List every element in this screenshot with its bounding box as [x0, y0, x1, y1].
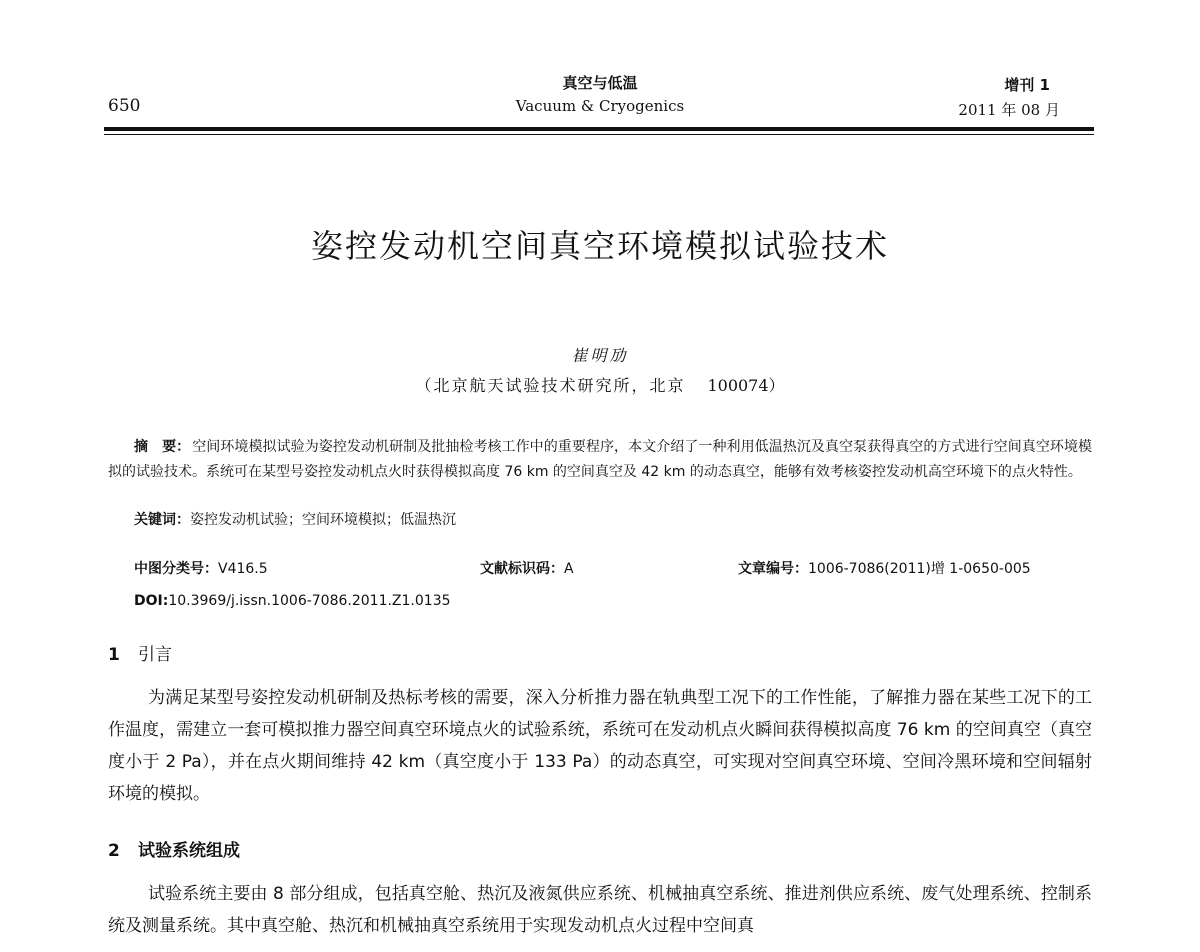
- article-title: 姿控发动机空间真空环境模拟试验技术: [310, 227, 889, 265]
- keywords-label: 关键词：: [134, 512, 190, 528]
- journal-title-en: Vacuum & Cryogenics: [515, 97, 685, 115]
- page-number: 650: [108, 96, 141, 116]
- affiliation: [0, 373, 1200, 396]
- clc-label: 中图分类号：: [134, 561, 218, 577]
- abstract: [108, 435, 1092, 485]
- section-heading-introduction: [108, 640, 172, 665]
- article-number-value: 1006-7086(2011)增 1-0650-005: [808, 561, 1031, 577]
- keywords: [134, 509, 456, 529]
- article-number: [738, 558, 1031, 578]
- affiliation-text: （北京航天试验技术研究所，北京: [415, 376, 686, 395]
- paragraph-introduction: 为满足某型号姿控发动机研制及热标考核的需要，深入分析推力器在轨典型工况下的工作性能，了解推力器在某些工况下的工作温度，需建立一套可模拟推力器空间真空环境点火的试验系统，系统可在发动机点火瞬间获得模拟高度 76 km 的空间真空（真空度小于 2 Pa），并在点火期间维持 42 km（真空度小于 133 Pa）的动态真空，可实现对空间真空环境、空间冷黑环境和空间辐射环境的模拟。: [108, 688, 1092, 804]
- issue-label: 增刊 1: [1004, 76, 1050, 94]
- doc-code-label: 文献标识码：: [480, 561, 564, 577]
- section-number: 2: [108, 841, 120, 861]
- affiliation-postcode: 100074）: [707, 376, 785, 395]
- section-title: 试验系统组成: [138, 841, 240, 861]
- journal-title-cn: 真空与低温: [562, 74, 638, 92]
- paragraph-system-composition: 试验系统主要由 8 部分组成，包括真空舱、热沉及液氮供应系统、机械抽真空系统、推进剂供应系统、废气处理系统、控制系统及测量系统。其中真空舱、热沉和机械抽真空系统用于实现发动机点火过程中空间真: [108, 884, 1092, 936]
- header-rule-thin: [104, 134, 1094, 135]
- doi-label: DOI:: [134, 593, 169, 609]
- doc-code-value: A: [564, 561, 574, 577]
- header-rule-thick: [104, 127, 1094, 131]
- document-code: [480, 558, 574, 578]
- author-name: 崔明劢: [571, 346, 629, 365]
- article-number-label: 文章编号：: [738, 561, 808, 577]
- section-title: 引言: [138, 645, 172, 665]
- keywords-text: 姿控发动机试验；空间环境模拟；低温热沉: [190, 512, 456, 528]
- issue-date: 2011 年 08 月: [958, 101, 1060, 119]
- section-heading-system-composition: [108, 836, 240, 861]
- doi: [134, 593, 451, 609]
- clc-value: V416.5: [218, 561, 268, 577]
- abstract-label: 摘 要：: [134, 439, 191, 455]
- doi-value: 10.3969/j.issn.1006-7086.2011.Z1.0135: [168, 593, 451, 609]
- section-number: 1: [108, 645, 120, 665]
- clc-number: [134, 558, 268, 578]
- abstract-text: 空间环境模拟试验为姿控发动机研制及批抽检考核工作中的重要程序，本文介绍了一种利用低温热沉及真空泵获得真空的方式进行空间真空环境模拟的试验技术。系统可在某型号姿控发动机点火时获得模拟高度 76 km 的空间真空及 42 km 的动态真空，能够有效考核姿控发动机高空环境下的点火特性。: [108, 439, 1093, 480]
